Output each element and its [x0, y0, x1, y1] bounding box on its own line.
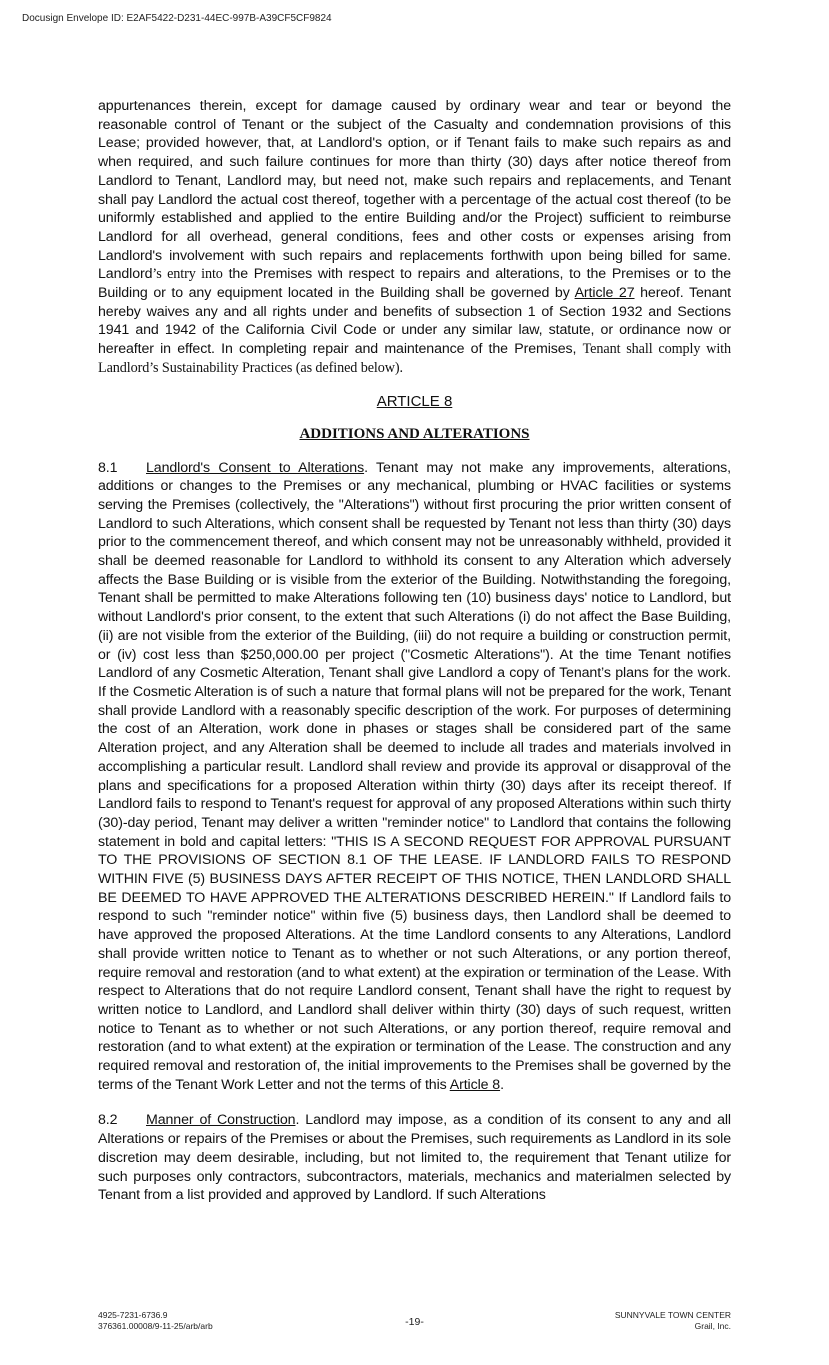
property-name: SUNNYVALE TOWN CENTER	[614, 1310, 731, 1320]
article-27-reference: Article 27	[574, 285, 635, 302]
section-8-2	[98, 1111, 731, 1205]
section-heading: Manner of Construction	[146, 1112, 296, 1129]
text-run: . Landlord may impose, as a condition of its consent to any and all Alterations or repairs of the Premises or about the Premises, such requirements as Landlord in its sole discretion may deem desirable, including, but not limited to, the requirement that Tenant utilize for such purposes only contractors, subcontractors, materials, mechanics and materialmen selected by Tenant from a list provided and approved by Landlord. If such Alterations	[98, 1112, 731, 1204]
section-number: 8.2	[98, 1112, 118, 1129]
section-number: 8.1	[98, 459, 118, 476]
text-run: .	[500, 1076, 504, 1093]
article-8-reference: Article 8	[449, 1076, 501, 1093]
paragraph-repairs	[98, 97, 731, 378]
article-title: ADDITIONS AND ALTERATIONS	[299, 425, 530, 442]
file-reference: 376361.00008/9-11-25/arb/arb	[98, 1321, 213, 1331]
document-body	[98, 97, 731, 1205]
text-run: . Tenant may not make any improvements, alterations, additions or changes to the Premises or any mechanical, plumbing or HVAC facilities or systems serving the Premises (collectively, the "Alterations") without first procuring the prior written consent of Landlord to such Alterations, which consent shall be requested by Tenant not less than thirty (30) days prior to the commencement thereof, and which consent may not be unreasonably withheld, provided it shall be deemed reasonable for Landlord to withhold its consent to any Alteration which adversely affects the Base Building or is visible from the exterior of the Building. Notwithstanding the foregoing, Tenant shall be permitted to make Alterations following ten (10) business days' notice to Landlord, but without Landlord's prior consent, to the extent that such Alterations (i) do not affect the Base Building, (ii) are not visible from the exterior of the Building, (iii) do not require a building or construction permit, or (iv) cost less than $250,000.00 per project ("Cosmetic Alterations"). At the time Tenant notifies Landlord of any Cosmetic Alteration, Tenant shall give Landlord a copy of Tenant’s plans for the work. If the Cosmetic Alteration is of such a nature that formal plans will not be prepared for the work, Tenant shall provide Landlord with a reasonably specific description of the work. For purposes of determining the cost of an Alteration, work done in phases or stages shall be considered part of the same Alteration project, and any Alteration shall be deemed to include all trades and materials involved in accomplishing a particular result. Landlord shall review and provide its approval or disapproval of the plans and specifications for a proposed Alteration within thirty (30) days after its receipt thereof. If Landlord fails to respond to Tenant's request for approval of any proposed Alterations within such thirty (30)-day period, Tenant may deliver a written "reminder notice" to Landlord that contains the following statement in bold and capital letters: "THIS IS A SECOND REQUEST FOR APPROVAL PURSUANT TO THE PROVISIONS OF SECTION 8.1 OF THE LEASE. IF LANDLORD FAILS TO RESPOND WITHIN FIVE (5) BUSINESS DAYS AFTER RECEIPT OF THIS NOTICE, THEN LANDLORD SHALL BE DEEMED TO HAVE APPROVED THE ALTERATIONS DESCRIBED HEREIN." If Landlord fails to respond to such "reminder notice" within five (5) business days, then Landlord shall be deemed to have approved the proposed Alterations. At the time Landlord consents to any Alterations, Landlord shall provide written notice to Tenant as to whether or not such Alterations, or any portion thereof, require removal and restoration (and to what extent) at the expiration or termination of the Lease. With respect to Alterations that do not require Landlord consent, Tenant shall have the right to request by written notice to Landlord, and Landlord shall deliver within thirty (30) days of such request, written notice to Tenant as to whether or not such Alterations, or any portion thereof, require removal and restoration (and to what extent) at the expiration or termination of the Lease. The construction and any required removal and restoration of, the initial improvements to the Premises shall be governed by the terms of the Tenant Work Letter and not the terms of this	[98, 459, 731, 1093]
text-run: Tenant shall comply with Landlord’s Sustainability Practices (as defined below).	[98, 341, 731, 376]
doc-number: 4925-7231-6736.9	[98, 1310, 168, 1320]
text-run: ’s entry into	[152, 266, 223, 283]
tenant-name: Grail, Inc.	[694, 1321, 731, 1331]
section-8-1	[98, 459, 731, 1095]
envelope-id: Docusign Envelope ID: E2AF5422-D231-44EC-997B-A39CF5CF9824	[22, 13, 332, 24]
article-number: ARTICLE 8	[376, 392, 453, 410]
page-number: -19-	[405, 1316, 424, 1328]
footer-right	[615, 1310, 731, 1332]
text-run: appurtenances therein, except for damage caused by ordinary wear and tear or beyond the reasonable control of Tenant or the subject of the Casualty and condemnation provisions of this Lease; provided however, that, at Landlord's option, or if Tenant fails to make such repairs as and when required, and such failure continues for more than thirty (30) days after notice thereof from Landlord to Tenant, Landlord may, but need not, make such repairs and replacements, and Tenant shall pay Landlord the actual cost thereof, together with a percentage of the actual cost thereof (to be uniformly established and applied to the entire Building and/or the Project) sufficient to reimburse Landlord for all overhead, general conditions, fees and other costs or expenses arising from Landlord's involvement with such repairs and replacements forthwith upon being billed for same. Landlord	[98, 98, 731, 283]
text-run: the Premises with respect to repairs and alterations, to the Premises or to the Building or to any equipment located in the Building shall be governed by	[98, 266, 731, 302]
text-run: hereof. Tenant hereby waives any and all rights under and benefits of subsection 1 of Section 1932 and Sections 1941 and 1942 of the California Civil Code or under any similar law, statute, or ordinance now or hereafter in effect. In completing repair and maintenance of the Premises,	[98, 285, 731, 358]
section-heading: Landlord's Consent to Alterations	[146, 459, 365, 476]
